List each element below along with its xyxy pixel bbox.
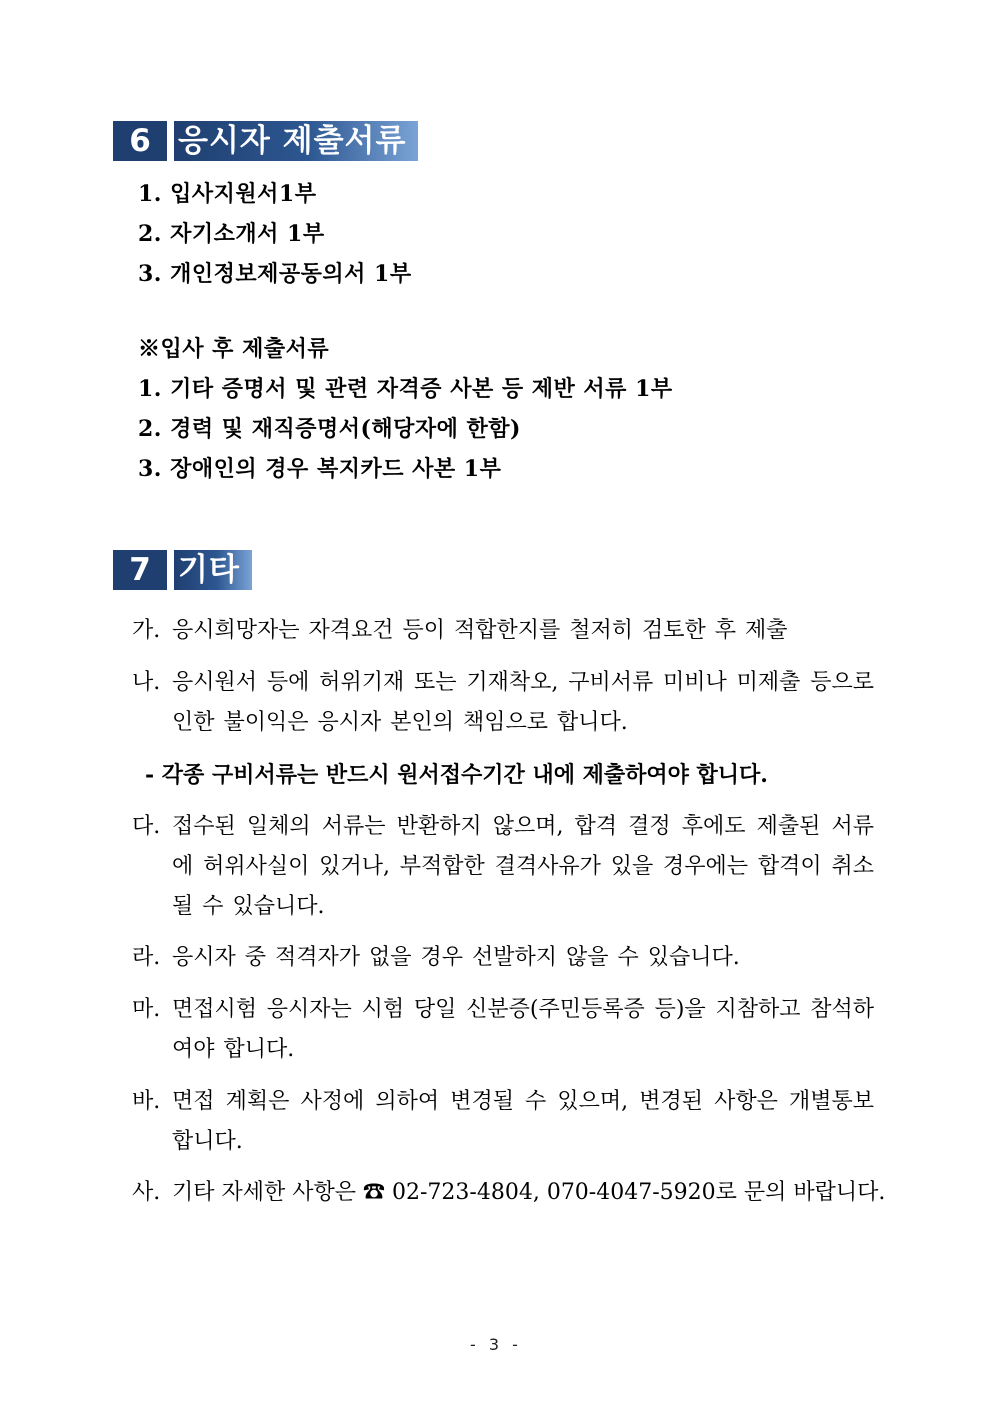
item-text: 응시희망자는 자격요건 등이 적합한지를 철저히 검토한 후 제출 (172, 618, 788, 643)
list-item (132, 663, 874, 743)
item-text: 접수된 일체의 서류는 반환하지 않으며, 합격 결정 후에도 제출된 서류에 허위사실이 있거나, 부적합한 결격사유가 있을 경우에는 합격이 취소될 수 있습니다. (172, 814, 874, 919)
item-label: 가. (132, 618, 161, 643)
list-item: 2. 자기소개서 1부 (138, 221, 325, 247)
section-title: 응시자 제출서류 (174, 121, 418, 161)
item-text: 기타 자세한 사항은 ☎ 02-723-4804, 070-4047-5920로 문의 바랍니다. (172, 1180, 886, 1205)
list-item (132, 1173, 886, 1213)
list-item (132, 990, 874, 1070)
item-label: 사. (132, 1180, 161, 1205)
list-item (132, 1082, 874, 1162)
list-item (132, 807, 874, 927)
section-7-heading (113, 550, 252, 590)
item-text: 면접시험 응시자는 시험 당일 신분증(주민등록증 등)을 지참하고 참석하여야 합니다. (172, 997, 874, 1062)
note: - 각종 구비서류는 반드시 원서접수기간 내에 제출하여야 합니다. (145, 762, 768, 788)
list-item: 1. 기타 증명서 및 관련 자격증 사본 등 제반 서류 1부 (138, 376, 673, 402)
list-item: 1. 입사지원서1부 (138, 181, 317, 207)
subsection-title: ※입사 후 제출서류 (138, 336, 330, 362)
item-label: 라. (132, 945, 161, 970)
section-number: 7 (113, 550, 167, 590)
item-text: 응시자 중 적격자가 없을 경우 선발하지 않을 수 있습니다. (172, 945, 740, 970)
list-item (132, 938, 874, 978)
list-item: 3. 개인정보제공동의서 1부 (138, 261, 412, 287)
page-number: - 3 - (470, 1335, 522, 1354)
section-6-heading (113, 121, 418, 161)
list-item (132, 611, 874, 651)
section-number: 6 (113, 121, 167, 161)
item-label: 마. (132, 997, 161, 1022)
item-label: 나. (132, 670, 161, 695)
item-label: 바. (132, 1089, 161, 1114)
item-text: 면접 계획은 사정에 의하여 변경될 수 있으며, 변경된 사항은 개별통보합니다. (172, 1089, 874, 1154)
section-title: 기타 (174, 550, 252, 590)
item-text: 응시원서 등에 허위기재 또는 기재착오, 구비서류 미비나 미제출 등으로 인한 불이익은 응시자 본인의 책임으로 합니다. (172, 670, 874, 735)
list-item: 2. 경력 및 재직증명서(해당자에 한함) (138, 416, 521, 442)
item-label: 다. (132, 814, 161, 839)
list-item: 3. 장애인의 경우 복지카드 사본 1부 (138, 456, 502, 482)
